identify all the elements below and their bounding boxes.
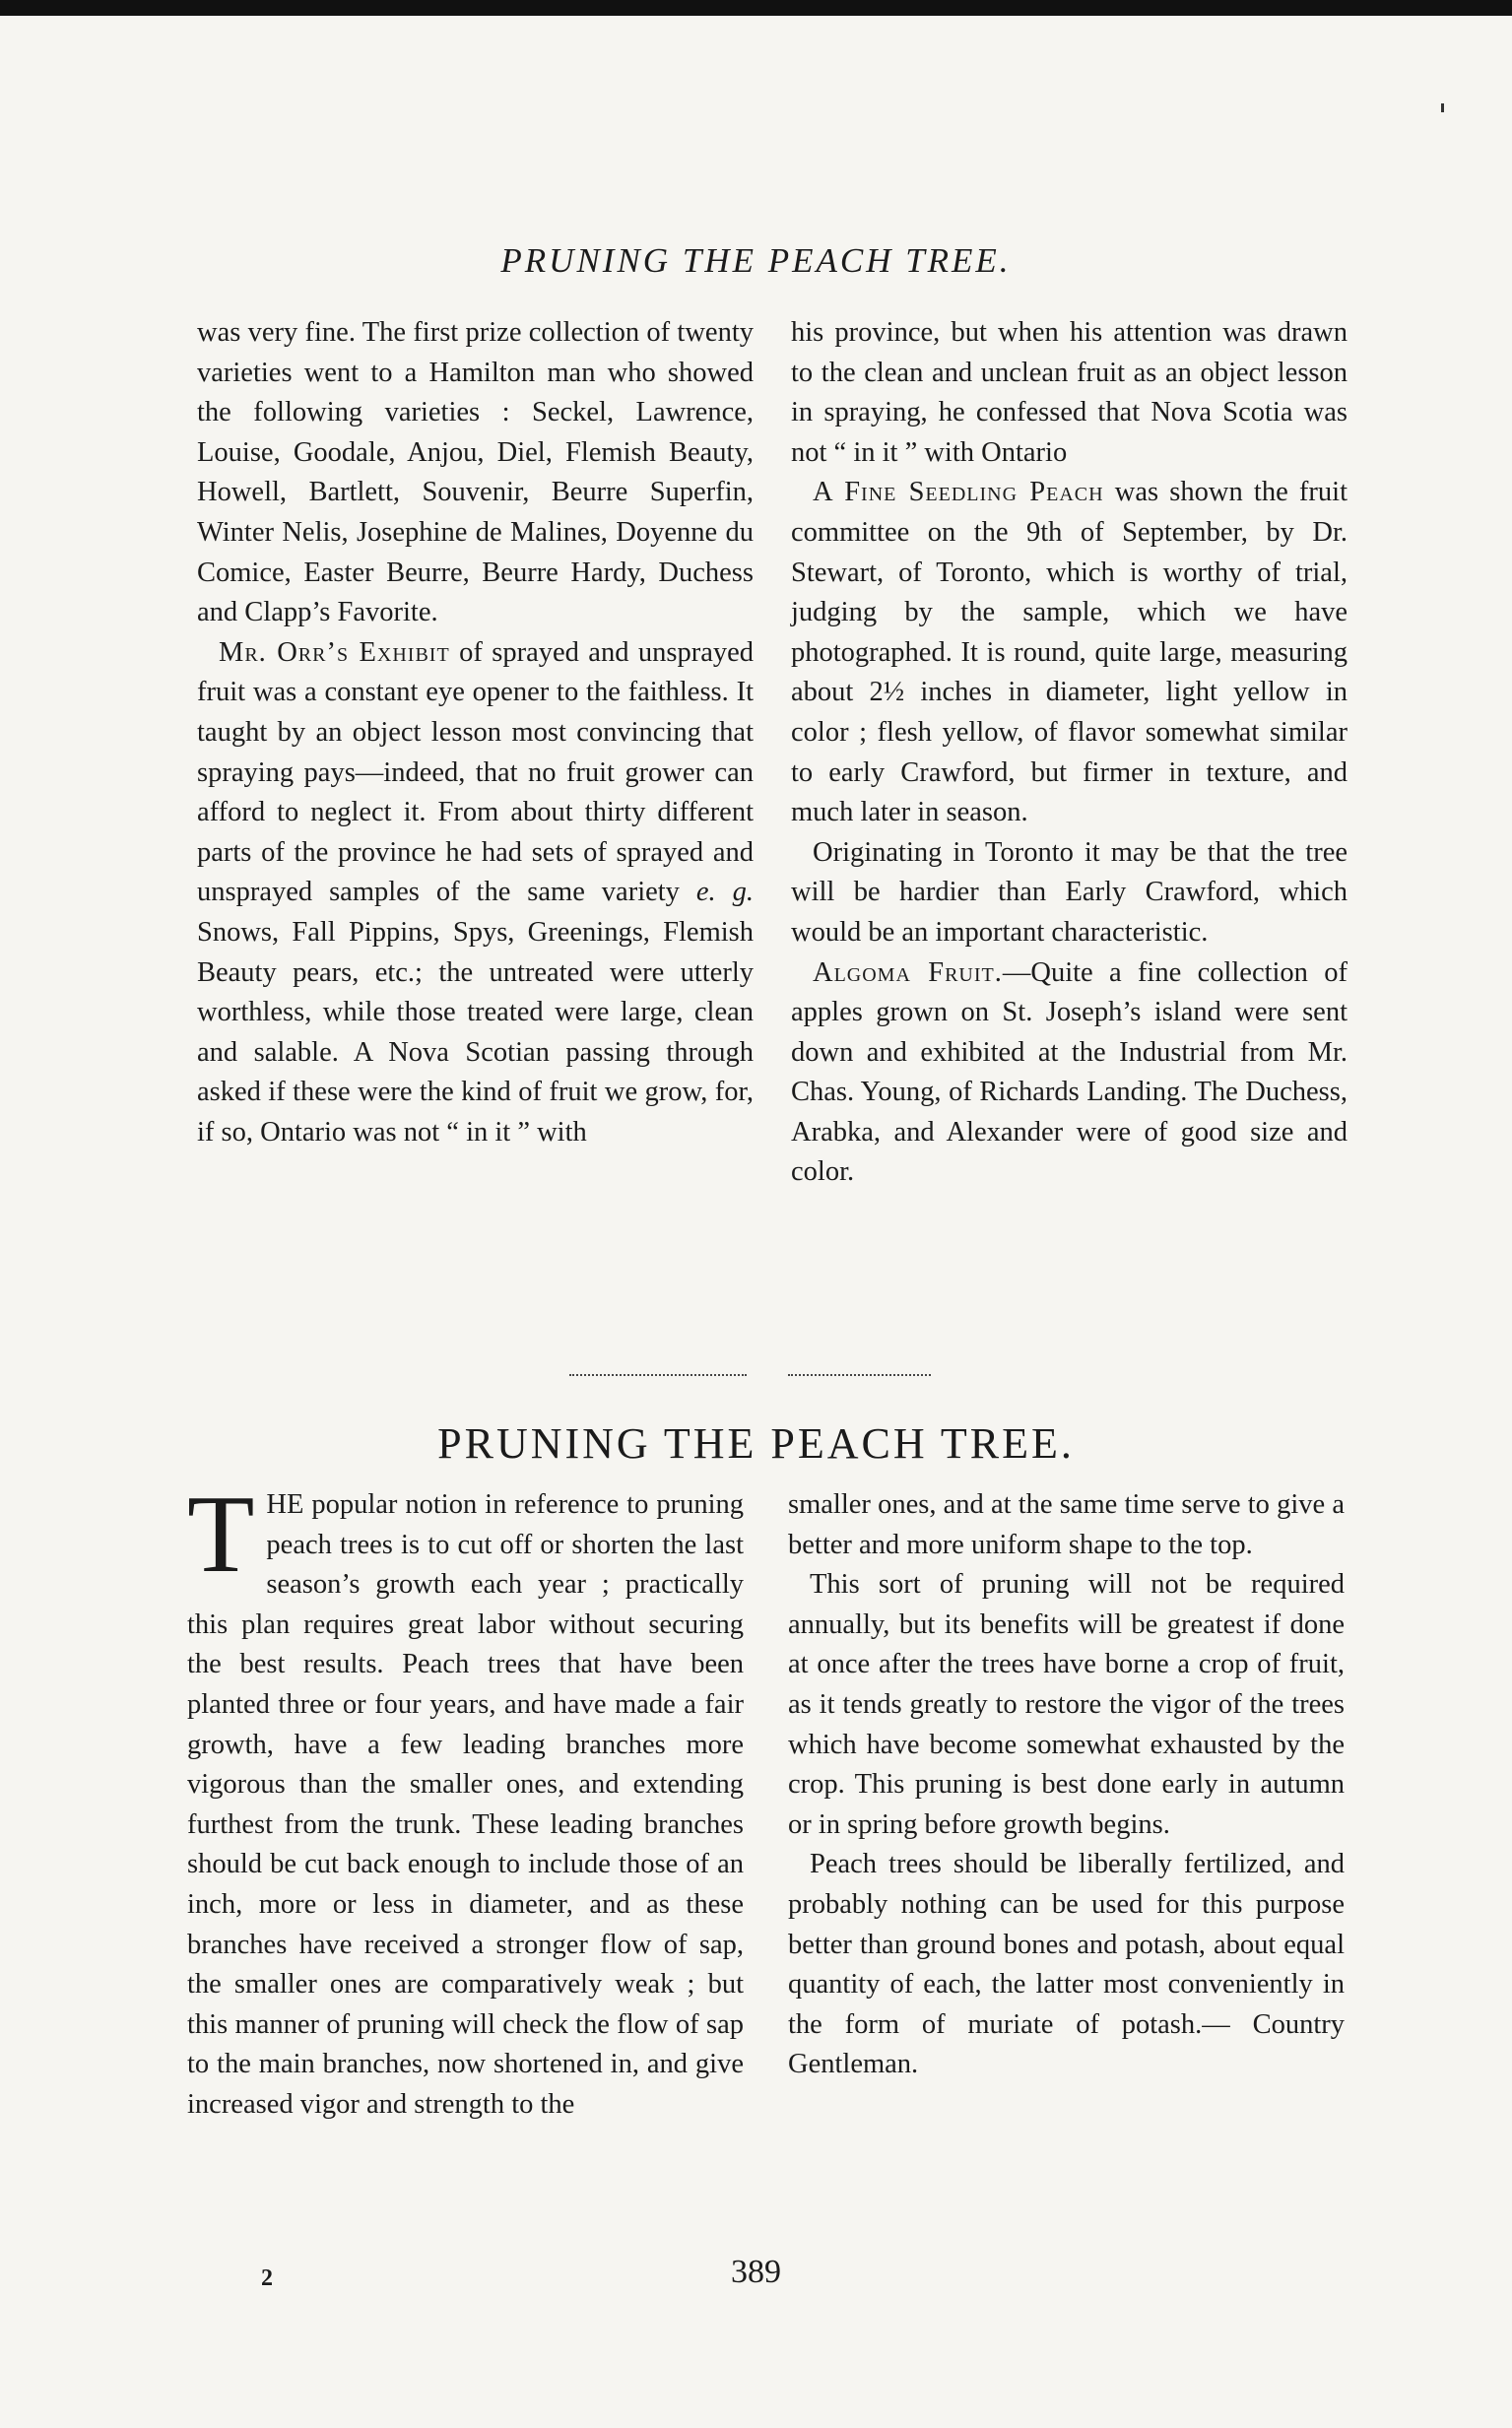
orr-exhibit-body: of sprayed and unsprayed fruit was a constant eye opener to the faithless. It taught by an object lesson most convincing that spraying pays—indeed, that no fruit grower can afford to neglect it. From about thirty different parts of the province he had sets of sprayed and unsprayed samples of the same variety [197, 636, 754, 908]
paragraph-orr-exhibit [197, 633, 754, 1153]
lead-algoma-fruit: Algoma Fruit. [813, 956, 1003, 988]
lead-seedling-peach: A Fine Seedling Peach [813, 477, 1104, 508]
popular-notion-body: HE popular notion in reference to pruning peach trees is to cut off or shorten the last season’s growth each year ; practically this plan requires great labor without securing the best results. Peach trees that have been planted three or four years, and have made a fair growth, have a few leading branches more vigorous than the smaller ones, and extending furthest from the trunk. These leading branches should be cut back enough to include those of an inch, more or less in diameter, and as these branches have received a stronger flow of sap, the smaller ones are comparatively weak ; but this manner of pruning will check the flow of sap to the main branches, now shortened in, and give increased vigor and strength to the [187, 1489, 744, 2120]
paragraph-smaller-ones: smaller ones, and at the same time serve to give a better and more uniform shape to the top. [788, 1489, 1345, 1560]
page-speck [1441, 103, 1444, 112]
page-number: 389 [731, 2254, 781, 2290]
section-divider-left [569, 1374, 747, 1376]
article-title: PRUNING THE PEACH TREE. [437, 1419, 1075, 1468]
top-right-column [791, 313, 1348, 1193]
running-head: PRUNING THE PEACH TREE. [500, 241, 1012, 280]
article-left-column [187, 1474, 744, 2126]
paragraph-fertilize: Peach trees should be liberally fertilized, and probably nothing can be used for this purpose better than ground bones and potash, about equal quantity of each, the latter most conveniently in the form of muriate of potash.— Country Gentleman. [788, 1849, 1345, 2080]
lead-orr-exhibit: Mr. Orr’s Exhibit [219, 636, 450, 668]
paragraph-prize-collection: was very fine. The first prize collection of twenty varieties went to a Hamilton man who showed the following varieties : Seckel, Lawrence, Louise, Goodale, Anjou, Diel, Flemish Beauty, Howell, Bartlett, Souvenir, Beurre Superfin, Winter Nelis, Josephine de Malines, Doyenne du Comice, Easter Beurre, Beurre Hardy, Duchess and Clapp’s Favorite. [197, 317, 754, 628]
signature-mark: 2 [261, 2265, 273, 2291]
seedling-peach-body: was shown the fruit committee on the 9th of September, by Dr. Stewart, of Toronto, which is worthy of trial, judging by the sample, which we have photographed. It is round, quite large, measuring about 2½ inches in diameter, light yellow in color ; flesh yellow, of flavor somewhat similar to early Crawford, but firmer in texture, and much later in season. [791, 477, 1348, 828]
algoma-fruit-body: —Quite a fine collection of apples grown on St. Joseph’s island were sent down and exhibited at the Industrial from Mr. Chas. Young, of Richards Landing. The Duchess, Arabka, and Alexander were of good size and color. [791, 956, 1348, 1188]
orr-exhibit-tail: Snows, Fall Pippins, Spys, Greenings, Flemish Beauty pears, etc.; the untreated were utterly worthless, while those treated were large, clean and salable. A Nova Scotian passing through asked if these were the kind of fruit we grow, for, if so, Ontario was not “ in it ” with [197, 916, 754, 1148]
eg-abbrev: e. g. [695, 877, 754, 908]
paragraph-nova-scotia: his province, but when his attention was drawn to the clean and unclean fruit as an object lesson in spraying, he confessed that Nova Scotia was not “ in it ” with Ontario [791, 317, 1348, 468]
paragraph-sort-of-pruning: This sort of pruning will not be required annually, but its benefits will be greatest if done at once after the trees have borne a crop of fruit, as it tends greatly to restore the vigor of the trees which have become somewhat exhausted by the crop. This pruning is best done early in autumn or in spring before growth begins. [788, 1569, 1345, 1840]
article-right-column [788, 1485, 1345, 2085]
section-divider-right [788, 1374, 931, 1376]
paragraph-seedling-peach [791, 473, 1348, 832]
paragraph-popular-notion [187, 1474, 744, 2126]
top-left-column [197, 313, 754, 1152]
paragraph-toronto-origin: Originating in Toronto it may be that the tree will be hardier than Early Crawford, which would be an important characteristic. [791, 836, 1348, 948]
paragraph-algoma-fruit [791, 953, 1348, 1194]
top-edge-rule [0, 0, 1512, 16]
drop-cap: T [187, 1474, 255, 1596]
